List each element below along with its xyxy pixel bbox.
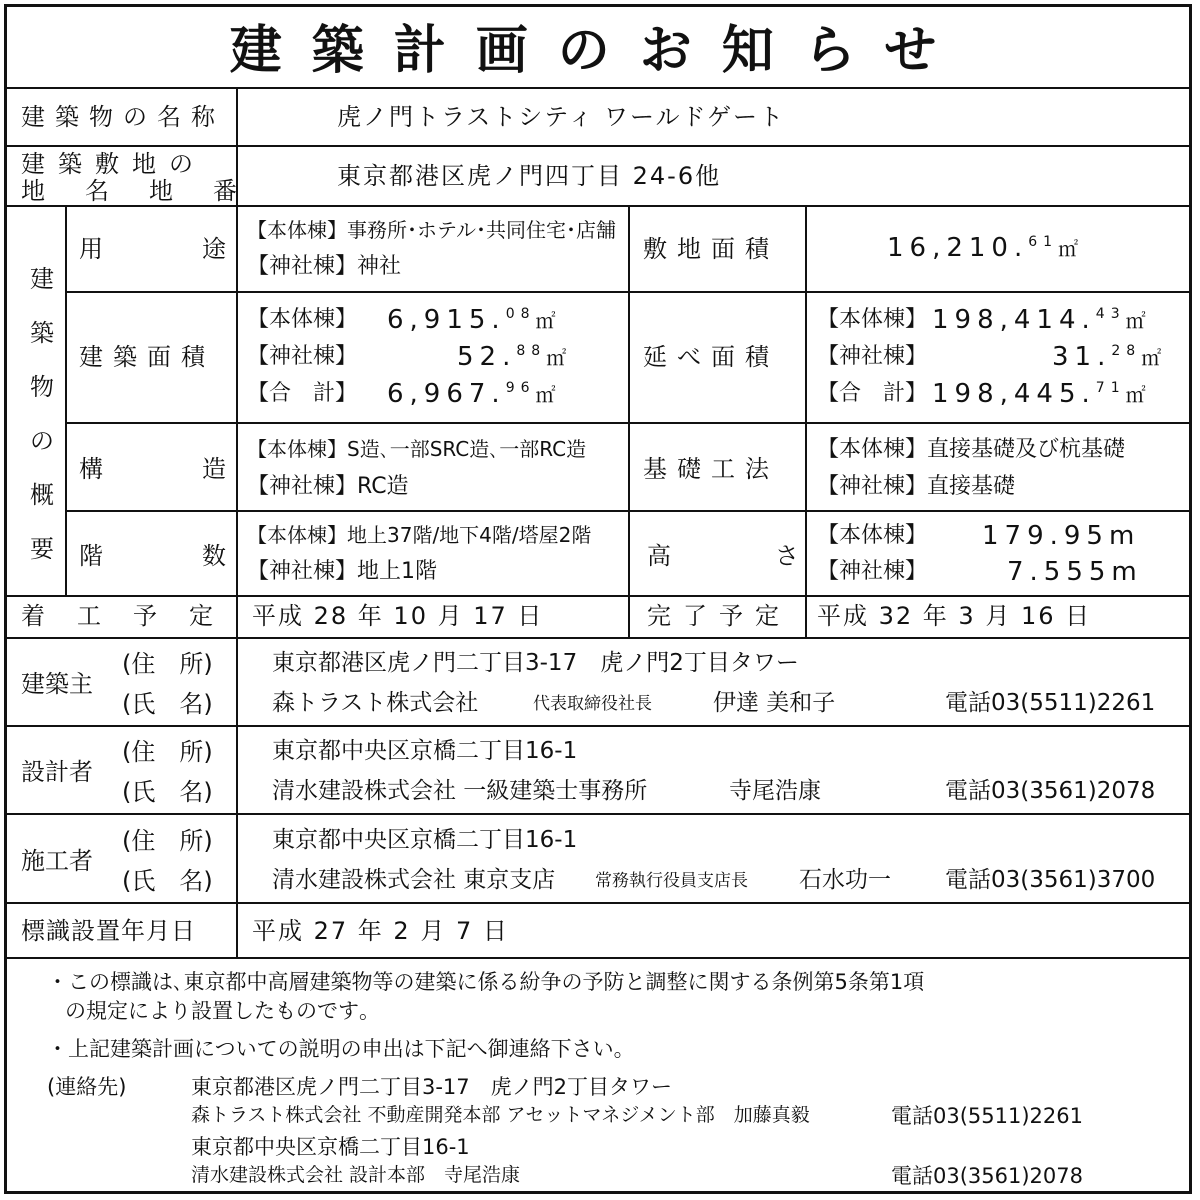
floor-area-label: 延べ面積	[643, 343, 779, 371]
divider	[7, 637, 1189, 639]
start-value: 平成 28 年 10 月 17 日	[252, 602, 544, 630]
floors-label-2: 数	[202, 542, 226, 570]
owner-phone: 電話03(5511)2261	[945, 690, 1156, 716]
building-name-label: 建築物の名称	[21, 103, 225, 131]
contractor-address-label: (住 所)	[122, 827, 213, 855]
divider	[7, 813, 1189, 815]
site-label-line2: 地名地番	[21, 177, 277, 205]
contact2-address: 東京都中央区京橋二丁目16-1	[191, 1135, 470, 1159]
notice-board	[4, 4, 1192, 1194]
building-area-tag-3: 【合 計】	[247, 381, 358, 406]
height-label-2: さ	[775, 542, 799, 570]
divider	[7, 957, 1189, 959]
height-value-2: 7.555m	[1007, 557, 1143, 587]
note1-line1: ・この標識は､東京都中高層建築物等の建築に係る紛争の予防と調整に関する条例第5条第1項	[47, 970, 925, 994]
height-tag-2: 【神社棟】	[817, 559, 928, 584]
divider	[7, 145, 1189, 147]
building-area-tag-1: 【本体棟】	[247, 307, 358, 332]
building-area-value-3: 6,967.96㎡	[387, 379, 562, 409]
overview-label-char: 築	[30, 319, 54, 347]
site-area-value: 16,210.61㎡	[887, 233, 1085, 263]
building-name-value: 虎ノ門トラストシティ ワールドゲート	[337, 103, 786, 131]
use-line2: 【神社棟】神社	[247, 254, 402, 279]
contact2-phone: 電話03(3561)2078	[891, 1164, 1083, 1188]
overview-label	[25, 252, 59, 576]
contractor-company: 清水建設株式会社 東京支店	[272, 867, 556, 893]
note2: ・上記建築計画についての説明の申出は下記へ御連絡下さい｡	[47, 1037, 625, 1061]
sign-date-value: 平成 27 年 2 月 7 日	[252, 917, 509, 945]
sign-date-label: 標識設置年月日	[21, 917, 196, 945]
divider	[7, 205, 1189, 207]
overview-label-char: 概	[30, 481, 54, 509]
designer-phone: 電話03(3561)2078	[945, 778, 1156, 804]
overview-label-char: の	[30, 427, 54, 455]
end-value: 平成 32 年 3 月 16 日	[817, 602, 1092, 630]
owner-title: 代表取締役社長	[533, 694, 652, 714]
owner-address: 東京都港区虎ノ門二丁目3-17 虎ノ門2丁目タワー	[272, 650, 799, 676]
overview-label-char: 建	[30, 265, 54, 293]
divider	[65, 510, 1189, 512]
divider	[65, 205, 67, 595]
overview-label-char: 物	[30, 373, 54, 401]
floor-area-value-1: 198,414.43㎡	[932, 305, 1152, 335]
designer-label: 設計者	[21, 758, 93, 786]
owner-company: 森トラスト株式会社	[272, 690, 479, 716]
notice-title: 建築計画のお知らせ	[229, 21, 967, 81]
divider	[7, 595, 1189, 597]
height-label-1: 高	[647, 542, 671, 570]
contractor-title: 常務執行役員支店長	[595, 871, 748, 891]
use-label-1: 用	[79, 235, 103, 263]
start-label: 着工予定	[21, 602, 245, 630]
contractor-person: 石水功一	[799, 867, 891, 893]
contractor-address: 東京都中央区京橋二丁目16-1	[272, 827, 578, 853]
divider	[65, 422, 1189, 424]
floor-area-value-3: 198,445.71㎡	[932, 379, 1152, 409]
designer-company: 清水建設株式会社 一級建築士事務所	[272, 778, 648, 804]
owner-label: 建築主	[21, 670, 93, 698]
designer-address: 東京都中央区京橋二丁目16-1	[272, 738, 578, 764]
contact1-org: 森トラスト株式会社 不動産開発本部 アセットマネジメント部 加藤真毅	[191, 1104, 810, 1126]
structure-label-1: 構	[79, 455, 103, 483]
building-area-label: 建築面積	[79, 343, 215, 371]
contractor-label: 施工者	[21, 847, 93, 875]
contact2-org: 清水建設株式会社 設計本部 寺尾浩康	[191, 1164, 521, 1186]
divider	[7, 87, 1189, 89]
divider	[628, 205, 630, 637]
structure-line2: 【神社棟】RC造	[247, 474, 409, 499]
floor-area-tag-1: 【本体棟】	[817, 307, 928, 332]
building-area-value-2: 52.88㎡	[457, 342, 573, 372]
divider	[65, 291, 1189, 293]
site-area-label: 敷地面積	[643, 235, 779, 263]
height-tag-1: 【本体棟】	[817, 523, 928, 548]
floors-line1: 【本体棟】地上37階/地下4階/塔屋2階	[247, 523, 592, 547]
contractor-phone: 電話03(3561)3700	[945, 867, 1156, 893]
overview-label-char: 要	[30, 535, 54, 563]
note1-line2: の規定により設置したものです｡	[65, 999, 370, 1023]
divider	[236, 87, 238, 957]
designer-name-label: (氏 名)	[122, 778, 213, 806]
building-area-value-1: 6,915.08㎡	[387, 305, 562, 335]
contractor-name-label: (氏 名)	[122, 867, 213, 895]
site-label-line1: 建築敷地の	[21, 150, 206, 178]
floor-area-tag-3: 【合 計】	[817, 381, 928, 406]
divider	[7, 902, 1189, 904]
foundation-line2: 【神社棟】直接基礎	[817, 474, 1016, 499]
designer-person: 寺尾浩康	[729, 778, 821, 804]
use-label-2: 途	[202, 235, 226, 263]
contact1-address: 東京都港区虎ノ門二丁目3-17 虎ノ門2丁目タワー	[191, 1075, 673, 1099]
floors-line2: 【神社棟】地上1階	[247, 559, 437, 584]
owner-person: 伊達 美和子	[713, 690, 836, 716]
owner-name-label: (氏 名)	[122, 690, 213, 718]
divider	[805, 205, 807, 637]
structure-label-2: 造	[202, 455, 226, 483]
foundation-label: 基礎工法	[643, 455, 779, 483]
floor-area-tag-2: 【神社棟】	[817, 344, 928, 369]
site-address-value: 東京都港区虎ノ門四丁目 24-6他	[337, 162, 722, 190]
designer-address-label: (住 所)	[122, 738, 213, 766]
building-area-tag-2: 【神社棟】	[247, 344, 358, 369]
contact-label: (連絡先)	[47, 1075, 127, 1099]
height-value-1: 179.95m	[982, 521, 1141, 551]
use-line1: 【本体棟】事務所･ホテル･共同住宅･店舗	[247, 218, 616, 242]
owner-address-label: (住 所)	[122, 650, 213, 678]
end-label: 完了予定	[647, 602, 791, 630]
structure-line1: 【本体棟】S造､一部SRC造､一部RC造	[247, 437, 587, 461]
floors-label-1: 階	[79, 542, 103, 570]
divider	[7, 725, 1189, 727]
foundation-line1: 【本体棟】直接基礎及び杭基礎	[817, 437, 1126, 462]
contact1-phone: 電話03(5511)2261	[891, 1104, 1083, 1128]
floor-area-value-2: 31.28㎡	[1052, 342, 1168, 372]
